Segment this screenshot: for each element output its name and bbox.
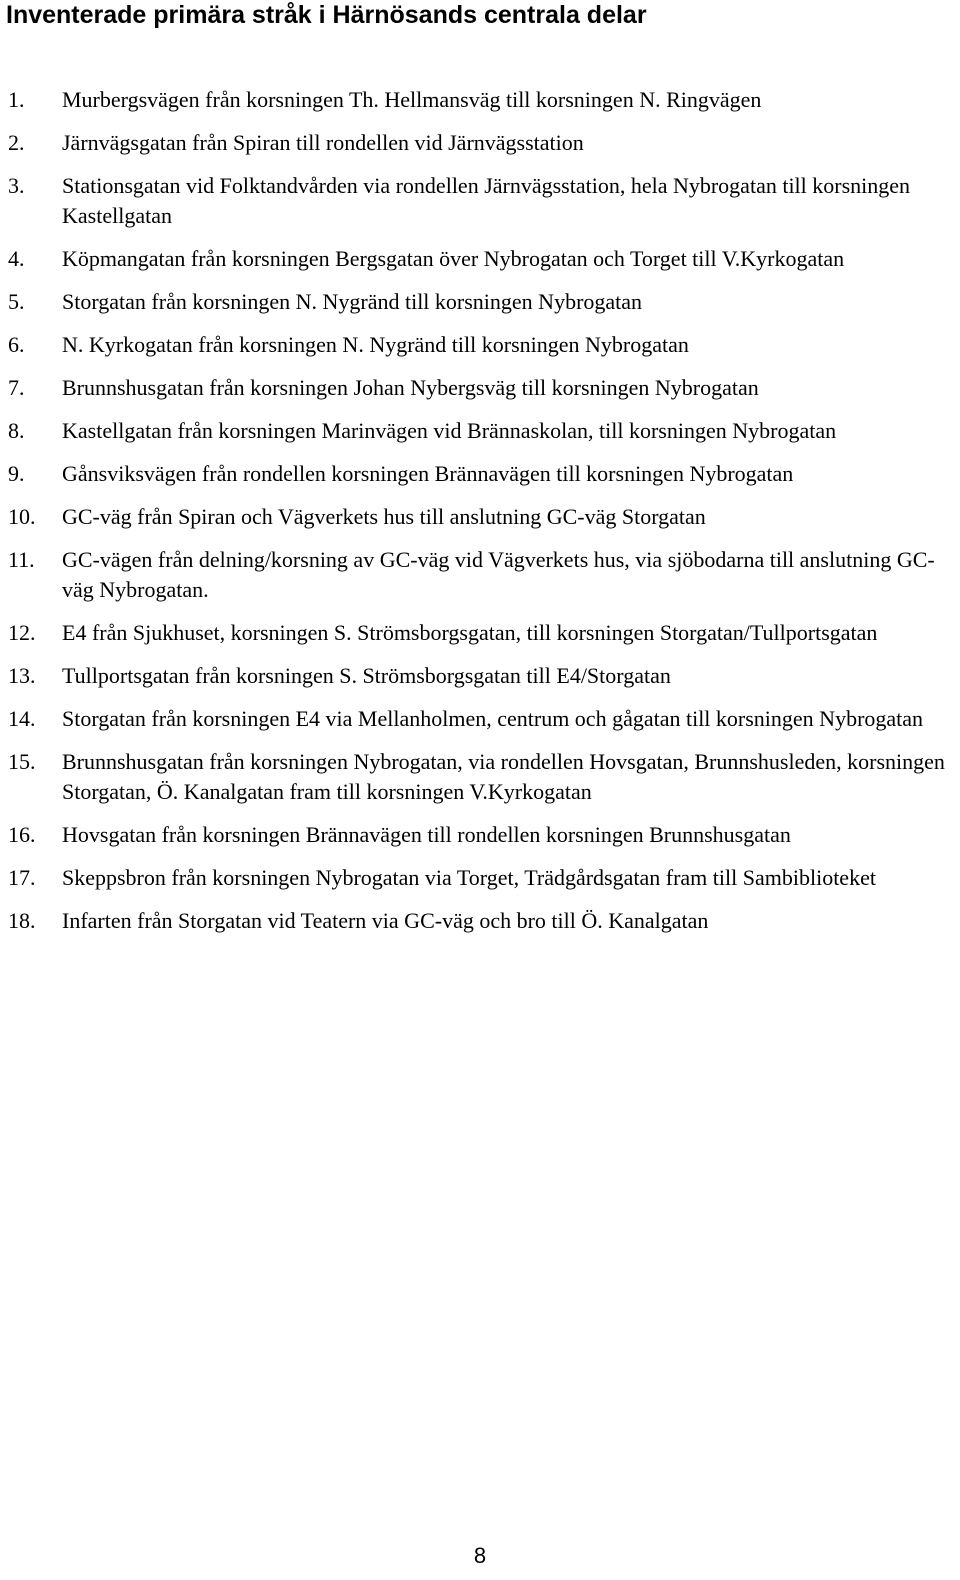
list-item-text: Järnvägsgatan från Spiran till rondellen vid Järnvägsstation bbox=[62, 130, 584, 155]
list-item bbox=[8, 287, 954, 317]
list-item bbox=[8, 244, 954, 274]
list-item-text: Kastellgatan från korsningen Marinvägen vid Brännaskolan, till korsningen Nybrogatan bbox=[62, 418, 837, 443]
list-item-text: Storgatan från korsningen E4 via Mellanholmen, centrum och gågatan till korsningen Nybrogatan bbox=[62, 706, 924, 731]
list-item-text: E4 från Sjukhuset, korsningen S. Strömsborgsgatan, till korsningen Storgatan/Tullportsgatan bbox=[62, 620, 878, 645]
list-item-number: 12. bbox=[8, 620, 36, 645]
list-item bbox=[8, 459, 954, 489]
list-item bbox=[8, 545, 954, 605]
list-item-number: 10. bbox=[8, 504, 36, 529]
list-item-text: Skeppsbron från korsningen Nybrogatan via Torget, Trädgårdsgatan fram till Sambiblioteket bbox=[62, 865, 876, 890]
list-item bbox=[8, 330, 954, 360]
list-item-text: Gånsviksvägen från rondellen korsningen Brännavägen till korsningen Nybrogatan bbox=[62, 461, 794, 486]
list-item-number: 17. bbox=[8, 865, 36, 890]
list-item-number: 8. bbox=[8, 418, 25, 443]
list-item-number: 14. bbox=[8, 706, 36, 731]
list-item-text: GC-vägen från delning/korsning av GC-väg vid Vägverkets hus, via sjöbodarna till anslutning GC-väg Nybrogatan. bbox=[62, 547, 935, 602]
list-item bbox=[8, 618, 954, 648]
list-item bbox=[8, 704, 954, 734]
list-item-text: GC-väg från Spiran och Vägverkets hus till anslutning GC-väg Storgatan bbox=[62, 504, 706, 529]
list-item bbox=[8, 747, 954, 807]
list-item-number: 5. bbox=[8, 289, 25, 314]
list-item-number: 7. bbox=[8, 375, 25, 400]
list-item bbox=[8, 820, 954, 850]
list-item bbox=[8, 128, 954, 158]
list-item bbox=[8, 373, 954, 403]
list-item-number: 11. bbox=[8, 547, 35, 572]
list-item-text: Köpmangatan från korsningen Bergsgatan över Nybrogatan och Torget till V.Kyrkogatan bbox=[62, 246, 845, 271]
page-number: 8 bbox=[473, 1543, 487, 1568]
list-item-number: 9. bbox=[8, 461, 25, 486]
list-item-text: Brunnshusgatan från korsningen Johan Nybergsväg till korsningen Nybrogatan bbox=[62, 375, 759, 400]
list-item-number: 1. bbox=[8, 87, 25, 112]
list-item bbox=[8, 863, 954, 893]
list-item-text: Brunnshusgatan från korsningen Nybrogatan, via rondellen Hovsgatan, Brunnshusleden, korsningen Storgatan, Ö. Kanalgatan fram till korsningen V.Kyrkogatan bbox=[62, 749, 945, 804]
list-item bbox=[8, 661, 954, 691]
list-item-number: 3. bbox=[8, 173, 25, 198]
list-item-number: 15. bbox=[8, 749, 36, 774]
list-item bbox=[8, 171, 954, 231]
list-item bbox=[8, 85, 954, 115]
list-item-number: 16. bbox=[8, 822, 36, 847]
list-item bbox=[8, 502, 954, 532]
list-item-number: 13. bbox=[8, 663, 36, 688]
list-item-text: Tullportsgatan från korsningen S. Strömsborgsgatan till E4/Storgatan bbox=[62, 663, 671, 688]
list-item-number: 18. bbox=[8, 908, 36, 933]
list-item-text: N. Kyrkogatan från korsningen N. Nygränd till korsningen Nybrogatan bbox=[62, 332, 689, 357]
page-title: Inventerade primära stråk i Härnösands centrala delar bbox=[6, 1, 647, 29]
list-item-text: Stationsgatan vid Folktandvården via rondellen Järnvägsstation, hela Nybrogatan till korsningen Kastellgatan bbox=[62, 173, 911, 228]
list-item-number: 4. bbox=[8, 246, 25, 271]
list-item bbox=[8, 906, 954, 936]
route-list bbox=[8, 85, 954, 949]
list-item-number: 2. bbox=[8, 130, 25, 155]
list-item-text: Murbergsvägen från korsningen Th. Hellmansväg till korsningen N. Ringvägen bbox=[62, 87, 762, 112]
list-item bbox=[8, 416, 954, 446]
list-item-number: 6. bbox=[8, 332, 25, 357]
list-item-text: Storgatan från korsningen N. Nygränd till korsningen Nybrogatan bbox=[62, 289, 643, 314]
list-item-text: Hovsgatan från korsningen Brännavägen till rondellen korsningen Brunnshusgatan bbox=[62, 822, 791, 847]
list-item-text: Infarten från Storgatan vid Teatern via GC-väg och bro till Ö. Kanalgatan bbox=[62, 908, 709, 933]
